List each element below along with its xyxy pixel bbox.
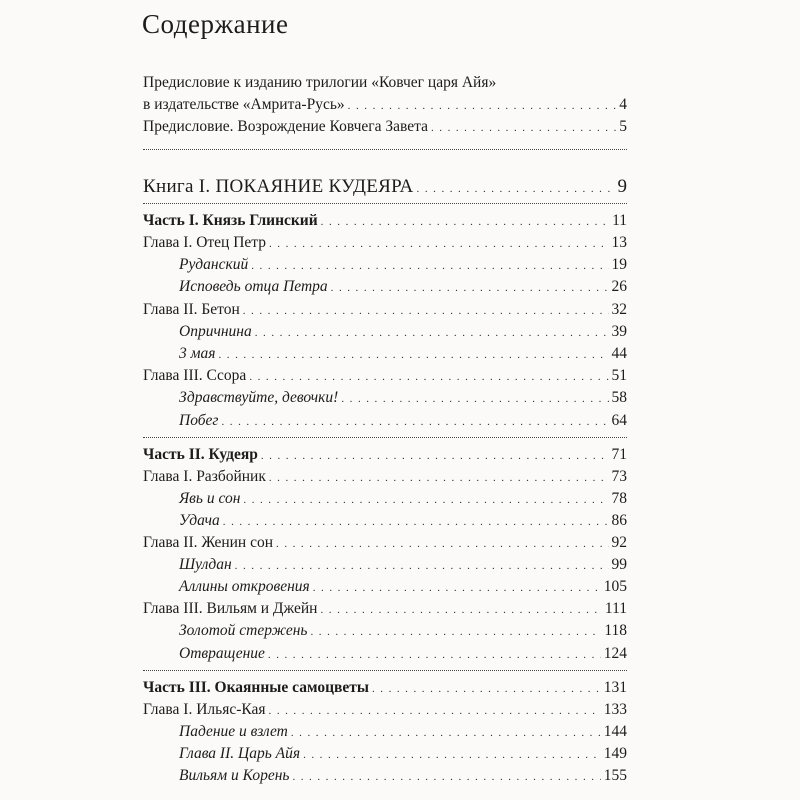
dot-leader	[269, 705, 601, 717]
toc-entry-chapter[interactable]	[143, 600, 627, 618]
dot-leader	[276, 538, 608, 550]
toc-entry-label: Глава I. Ильяс-Кая	[143, 701, 266, 718]
toc-entry-section[interactable]	[179, 412, 627, 430]
toc-entry-label: Глава II. Женин сон	[143, 534, 274, 551]
toc-page-number: 99	[611, 556, 627, 573]
toc-entry-section[interactable]	[179, 767, 627, 785]
toc-entry-label: Исповедь отца Петра	[179, 278, 328, 295]
dot-leader	[261, 450, 609, 462]
dot-leader	[292, 771, 600, 783]
toc-entry-label: Аллины откровения	[179, 578, 310, 595]
dot-leader	[268, 649, 601, 661]
toc-entry-chapter[interactable]	[143, 534, 627, 552]
toc-entry-label: в издательстве «Амрита-Русь»	[143, 96, 345, 113]
section-divider	[143, 149, 627, 150]
toc-entry-label: Опричнина	[179, 323, 252, 340]
toc-entry-label: Побег	[179, 412, 219, 429]
toc-entry-label: Явь и сон	[179, 490, 241, 507]
dot-leader	[417, 183, 615, 195]
toc-entry-section[interactable]	[179, 345, 627, 363]
section-divider	[143, 203, 627, 204]
dot-leader	[341, 393, 608, 405]
toc-page-number: 118	[604, 622, 627, 639]
section-divider	[143, 437, 627, 438]
toc-page-number: 44	[611, 345, 627, 362]
toc-page-number: 131	[603, 679, 627, 696]
toc-page-number: 5	[619, 118, 627, 135]
toc-entry-label: Падение и взлет	[179, 723, 288, 740]
dot-leader	[269, 238, 609, 250]
toc-entry-section[interactable]	[179, 578, 627, 596]
toc-page-number: 111	[604, 600, 627, 617]
toc-entry-label: Шулдан	[179, 556, 232, 573]
toc-entry-chapter[interactable]	[143, 234, 627, 252]
dot-leader	[431, 122, 616, 134]
toc-entry-section[interactable]	[179, 323, 627, 341]
toc-part-label: Часть I. Князь Глинский	[143, 212, 318, 229]
toc-page-number: 73	[611, 468, 627, 485]
toc-page-number: 9	[617, 176, 627, 197]
dot-leader	[243, 305, 609, 317]
dot-leader	[320, 604, 601, 616]
toc-entry-preface[interactable]	[143, 96, 627, 114]
toc-entry-chapter[interactable]	[143, 468, 627, 486]
dot-leader	[269, 472, 609, 484]
toc-page-number: 51	[611, 367, 627, 384]
dot-leader	[255, 327, 609, 339]
section-divider	[143, 670, 627, 671]
toc-entry-label: Отвращение	[179, 645, 265, 662]
toc-entry-section[interactable]	[179, 622, 627, 640]
toc-entry-label: Глава III. Ссора	[143, 367, 247, 384]
toc-entry-label: Глава I. Разбойник	[143, 468, 266, 485]
toc-page-number: 155	[603, 767, 627, 784]
toc-page-number: 124	[603, 645, 627, 662]
toc-page-number: 64	[611, 412, 627, 429]
toc-entry-label: Вильям и Корень	[179, 767, 290, 784]
dot-leader	[251, 260, 608, 272]
toc-entry-chapter[interactable]	[143, 701, 627, 719]
toc-entry-section[interactable]	[179, 645, 627, 663]
toc-page-number: 86	[611, 512, 627, 529]
dot-leader	[221, 416, 608, 428]
dot-leader	[372, 683, 601, 695]
toc-entry-chapter[interactable]	[143, 301, 627, 319]
toc-page-number: 71	[611, 446, 627, 463]
dot-leader	[321, 216, 609, 228]
toc-page-number: 13	[611, 234, 627, 251]
toc-page-number: 39	[611, 323, 627, 340]
dot-leader	[235, 560, 609, 572]
toc-page-number: 92	[611, 534, 627, 551]
toc-part-label: Часть II. Кудеяр	[143, 446, 258, 463]
toc-entry-label: Золотой стержень	[179, 622, 308, 639]
dot-leader	[348, 100, 617, 112]
dot-leader	[313, 582, 601, 594]
toc-page-number: 144	[603, 723, 627, 740]
toc-entry-label: Глава II. Царь Айя	[179, 745, 301, 762]
toc-entry-label: Глава II. Бетон	[143, 301, 240, 318]
dot-leader	[218, 349, 608, 361]
dot-leader	[249, 371, 608, 383]
toc-page-number: 78	[611, 490, 627, 507]
toc-entry-label: Предисловие к изданию трилогии «Ковчег царя Айя»	[143, 74, 497, 91]
toc-entry-label: Удача	[179, 512, 220, 529]
toc-page-number: 11	[612, 212, 627, 229]
toc-entry-label: Руданский	[179, 256, 249, 273]
toc-page-number: 4	[619, 96, 627, 113]
toc-entry-section[interactable]	[179, 556, 627, 574]
toc-page-number: 133	[603, 701, 627, 718]
toc-entry-preface-ark[interactable]	[143, 118, 627, 136]
toc-entry-part-2[interactable]	[143, 446, 627, 464]
toc-page-number: 105	[603, 578, 627, 595]
toc-entry-label: Здравствуйте, девочки!	[179, 389, 339, 406]
toc-page-number: 26	[611, 278, 627, 295]
toc-page-number: 58	[611, 389, 627, 406]
toc-entry-label: Предисловие. Возрождение Ковчега Завета	[143, 118, 428, 135]
toc-page-number: 32	[611, 301, 627, 318]
toc-entry-label: Глава III. Вильям и Джейн	[143, 600, 318, 617]
toc-part-label: Часть III. Окаянные самоцветы	[143, 679, 369, 696]
toc-entry-label: Глава I. Отец Петр	[143, 234, 266, 251]
dot-leader	[310, 626, 601, 638]
toc-entry-chapter[interactable]	[143, 367, 627, 385]
toc-page-number: 149	[603, 745, 627, 762]
toc-entry-preface-line-1[interactable]	[143, 74, 627, 92]
toc-entry-section[interactable]	[179, 723, 627, 741]
toc-entry-part-1[interactable]	[143, 212, 627, 230]
toc-page-number: 19	[611, 256, 627, 273]
toc-entry-part-3[interactable]	[143, 679, 627, 697]
dot-leader	[291, 727, 601, 739]
toc-entry-section[interactable]	[179, 512, 627, 530]
toc-book-label: Книга I. ПОКАЯНИЕ КУДЕЯРА	[143, 176, 414, 197]
dot-leader	[223, 516, 609, 528]
dot-leader	[243, 494, 608, 506]
toc-entry-section[interactable]	[179, 278, 627, 296]
toc-entry-section[interactable]	[179, 490, 627, 508]
toc-entry-section[interactable]	[179, 745, 627, 763]
toc-entry-label: 3 мая	[179, 345, 216, 362]
dot-leader	[303, 749, 601, 761]
toc-entry-book-1[interactable]	[143, 176, 627, 198]
dot-leader	[331, 282, 609, 294]
toc-entry-section[interactable]	[179, 389, 627, 407]
page-title: Содержание	[142, 9, 289, 39]
toc-entry-section[interactable]	[179, 256, 627, 274]
